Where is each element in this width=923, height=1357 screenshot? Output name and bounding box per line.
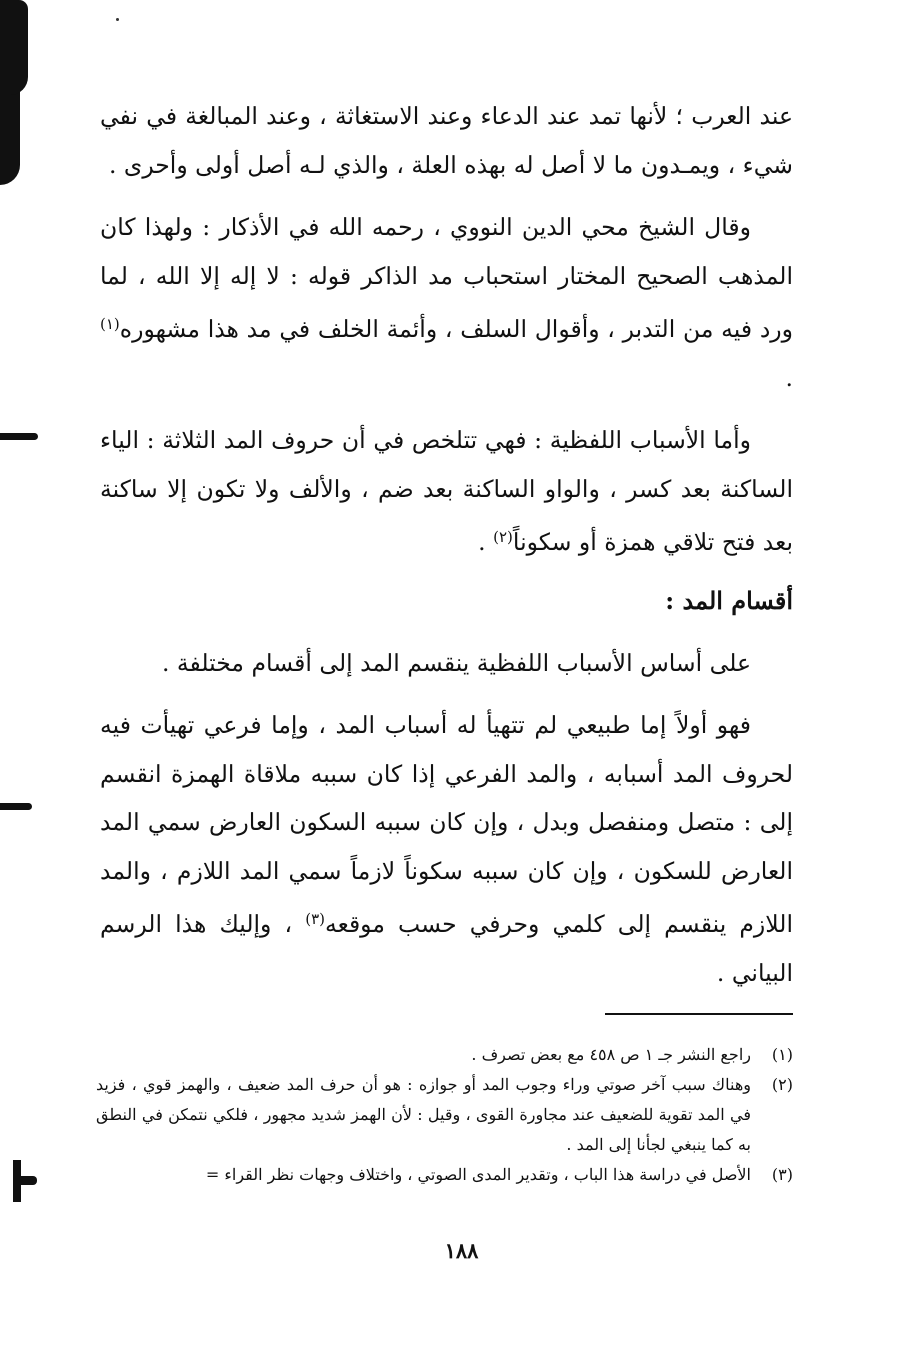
scan-speck — [116, 18, 119, 21]
footnote-2 — [96, 1070, 793, 1160]
paragraph-3 — [100, 416, 793, 567]
paragraph-3-text: وأما الأسباب اللفظية : فهي تتلخص في أن حروف المد الثلاثة : الياء الساكنة بعد كسر ، والواو الساكنة بعد ضم ، والألف ولا تكون إلا ساكنة بعد فتح تلاقي همزة أو سكوناً — [100, 426, 793, 556]
paragraph-2-end: . — [785, 363, 793, 392]
footnote-separator — [605, 1013, 793, 1015]
footnote-number: (٣) — [771, 1165, 793, 1184]
footnotes — [96, 1040, 793, 1190]
scan-edge-mark — [0, 0, 20, 185]
paragraph-4-text: على أساس الأسباب اللفظية ينقسم المد إلى أقسام مختلفة . — [161, 648, 751, 677]
paragraph-3-end: . — [478, 528, 494, 556]
section-heading: أقسام المد : — [665, 585, 793, 615]
scan-edge-mark — [13, 1160, 21, 1202]
footnote-ref-3: (٣) — [305, 910, 326, 928]
footnote-text: راجع النشر جـ ١ ص ٤٥٨ مع بعض تصرف . — [471, 1045, 751, 1064]
paragraph-5 — [100, 701, 793, 997]
paragraph-5-end: ، وإليك هذا الرسم البياني . — [100, 910, 793, 987]
main-text — [100, 92, 793, 997]
footnote-number: (٢) — [771, 1075, 793, 1094]
footnote-ref-1: (١) — [100, 315, 120, 333]
paragraph-4 — [100, 639, 793, 688]
page-number: ١٨٨ — [444, 1238, 479, 1263]
paragraph-1 — [100, 92, 793, 189]
paragraph-2 — [100, 203, 793, 402]
paragraph-1-text: عند العرب ؛ لأنها تمد عند الدعاء وعند الاستغاثة ، وعند المبالغة في نفي شيء ، ويمـدون ما لا أصل له بهذه العلة ، والذي لـه أصل أولى وأحرى . — [100, 102, 793, 179]
footnote-ref-2: (٢) — [493, 528, 513, 546]
footnote-text: وهناك سبب آخر صوتي وراء وجوب المد أو جوازه : هو أن حرف المد ضعيف ، والهمز قوي ، فزيد في المد تقوية للضعيف عند مجاورة القوى ، وقيل : لأن الهمز شديد مجهور ، فلكي نتمكن في النطق به كما ينبغي لجأنا إلى المد . — [96, 1075, 751, 1154]
scan-edge-mark — [0, 433, 38, 440]
footnote-number: (١) — [771, 1045, 793, 1064]
footnote-1 — [96, 1040, 793, 1070]
paragraph-2-text: وقال الشيخ محي الدين النووي ، رحمه الله في الأذكار : ولهذا كان المذهب الصحيح المختار استحباب مد الذاكر قوله : لا إله إلا الله ، لما ورد فيه من التدبر ، وأقوال السلف ، وأئمة الخلف في مد هذا مشهوره — [100, 213, 793, 343]
scan-edge-mark — [0, 803, 32, 810]
paragraph-5-text: فهو أولاً إما طبيعي لم تتهيأ له أسباب المد ، وإما فرعي تهيأت فيه لحروف المد أسبابه ، والمد الفرعي إذا كان سببه ملاقاة الهمزة انقسم إلى : متصل ومنفصل وبدل ، وإن كان سببه السكون العارض سمي المد العارض للسكون ، وإن كان سببه سكوناً لازماً سمي المد اللازم ، والمد اللازم ينقسم إلى كلمي وحرفي حسب موقعه — [100, 711, 793, 938]
footnote-3 — [96, 1160, 793, 1190]
footnote-text: الأصل في دراسة هذا الباب ، وتقدير المدى الصوتي ، واختلاف وجهات نظر القراء = — [205, 1165, 751, 1184]
